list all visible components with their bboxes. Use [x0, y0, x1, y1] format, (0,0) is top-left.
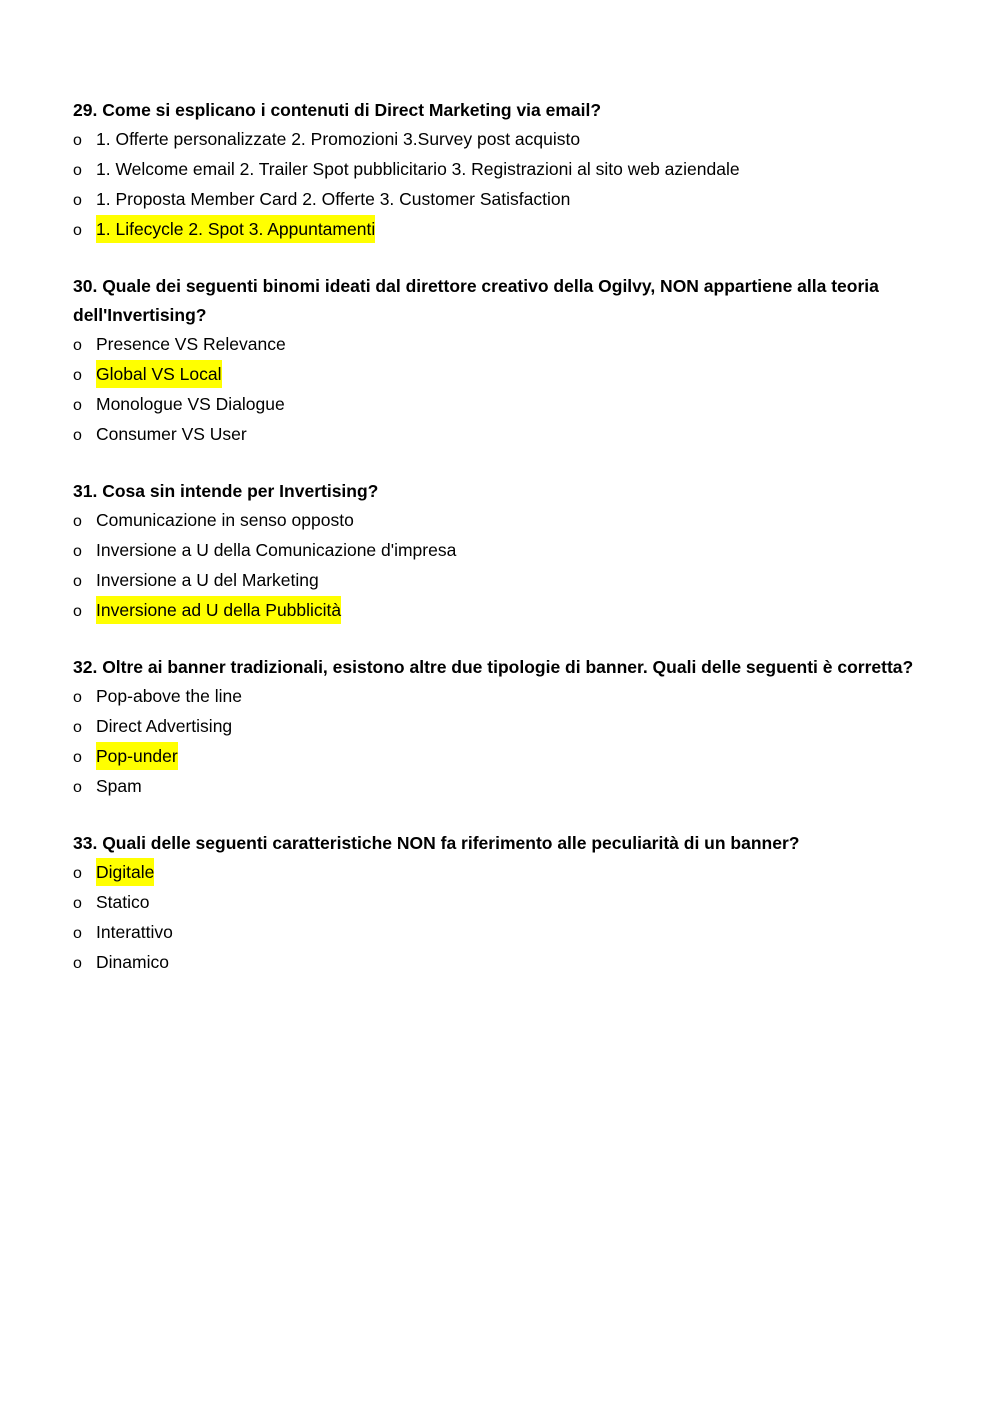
question-title: 32. Oltre ai banner tradizionali, esistono altre due tipologie di banner. Quali delle seguenti è corretta?: [73, 657, 914, 677]
bullet-icon: o: [73, 222, 82, 239]
bullet-icon: o: [73, 513, 82, 530]
option-text: Direct Advertising: [96, 716, 233, 736]
question-33: [73, 829, 943, 978]
option-item: [73, 918, 943, 948]
bullet-icon: o: [73, 603, 82, 620]
option-list: [73, 506, 943, 626]
option-item: [73, 888, 943, 918]
question-title: 31. Cosa sin intende per Invertising?: [73, 481, 379, 501]
option-item: [73, 215, 943, 245]
option-list: [73, 125, 943, 245]
document-page: [73, 96, 943, 1005]
bullet-icon: o: [73, 749, 82, 766]
question-29: [73, 96, 943, 245]
bullet-icon: o: [73, 337, 82, 354]
question-title: 33. Quali delle seguenti caratteristiche NON fa riferimento alle peculiarità di un banner?: [73, 833, 800, 853]
option-list: [73, 682, 943, 802]
option-text: Monologue VS Dialogue: [96, 394, 285, 414]
option-text: Inversione a U del Marketing: [96, 570, 319, 590]
option-item: [73, 596, 943, 626]
question-31: [73, 477, 943, 626]
question-title: 30. Quale dei seguenti binomi ideati dal direttore creativo della Ogilvy, NON appartiene alla teoria dell'Invertising?: [73, 276, 879, 325]
option-text: Global VS Local: [96, 360, 222, 388]
option-item: [73, 536, 943, 566]
option-text: 1. Offerte personalizzate 2. Promozioni 3.Survey post acquisto: [96, 129, 581, 149]
bullet-icon: o: [73, 719, 82, 736]
bullet-icon: o: [73, 925, 82, 942]
option-text: Inversione ad U della Pubblicità: [96, 596, 341, 624]
option-text: Digitale: [96, 858, 154, 886]
option-item: [73, 360, 943, 390]
option-item: [73, 742, 943, 772]
option-text: 1. Welcome email 2. Trailer Spot pubblicitario 3. Registrazioni al sito web aziendale: [96, 159, 740, 179]
option-text: Interattivo: [96, 922, 173, 942]
option-item: [73, 155, 943, 185]
option-item: [73, 185, 943, 215]
bullet-icon: o: [73, 427, 82, 444]
bullet-icon: o: [73, 955, 82, 972]
option-item: [73, 390, 943, 420]
option-text: Presence VS Relevance: [96, 334, 286, 354]
option-text: Pop-above the line: [96, 686, 242, 706]
option-text: 1. Lifecycle 2. Spot 3. Appuntamenti: [96, 215, 375, 243]
bullet-icon: o: [73, 397, 82, 414]
option-item: [73, 772, 943, 802]
question-30: [73, 272, 943, 450]
option-item: [73, 330, 943, 360]
question-32: [73, 653, 943, 802]
bullet-icon: o: [73, 367, 82, 384]
question-title: 29. Come si esplicano i contenuti di Direct Marketing via email?: [73, 100, 602, 120]
bullet-icon: o: [73, 779, 82, 796]
bullet-icon: o: [73, 192, 82, 209]
option-item: [73, 858, 943, 888]
option-text: Pop-under: [96, 742, 178, 770]
option-item: [73, 420, 943, 450]
bullet-icon: o: [73, 865, 82, 882]
bullet-icon: o: [73, 573, 82, 590]
bullet-icon: o: [73, 689, 82, 706]
option-item: [73, 712, 943, 742]
option-item: [73, 682, 943, 712]
option-item: [73, 125, 943, 155]
option-text: Consumer VS User: [96, 424, 247, 444]
option-item: [73, 506, 943, 536]
option-item: [73, 566, 943, 596]
option-list: [73, 858, 943, 978]
option-text: Spam: [96, 776, 142, 796]
option-text: Statico: [96, 892, 150, 912]
bullet-icon: o: [73, 543, 82, 560]
bullet-icon: o: [73, 132, 82, 149]
option-item: [73, 948, 943, 978]
option-text: Comunicazione in senso opposto: [96, 510, 354, 530]
option-text: Inversione a U della Comunicazione d'impresa: [96, 540, 457, 560]
bullet-icon: o: [73, 895, 82, 912]
option-text: Dinamico: [96, 952, 169, 972]
option-text: 1. Proposta Member Card 2. Offerte 3. Customer Satisfaction: [96, 189, 571, 209]
option-list: [73, 330, 943, 450]
bullet-icon: o: [73, 162, 82, 179]
